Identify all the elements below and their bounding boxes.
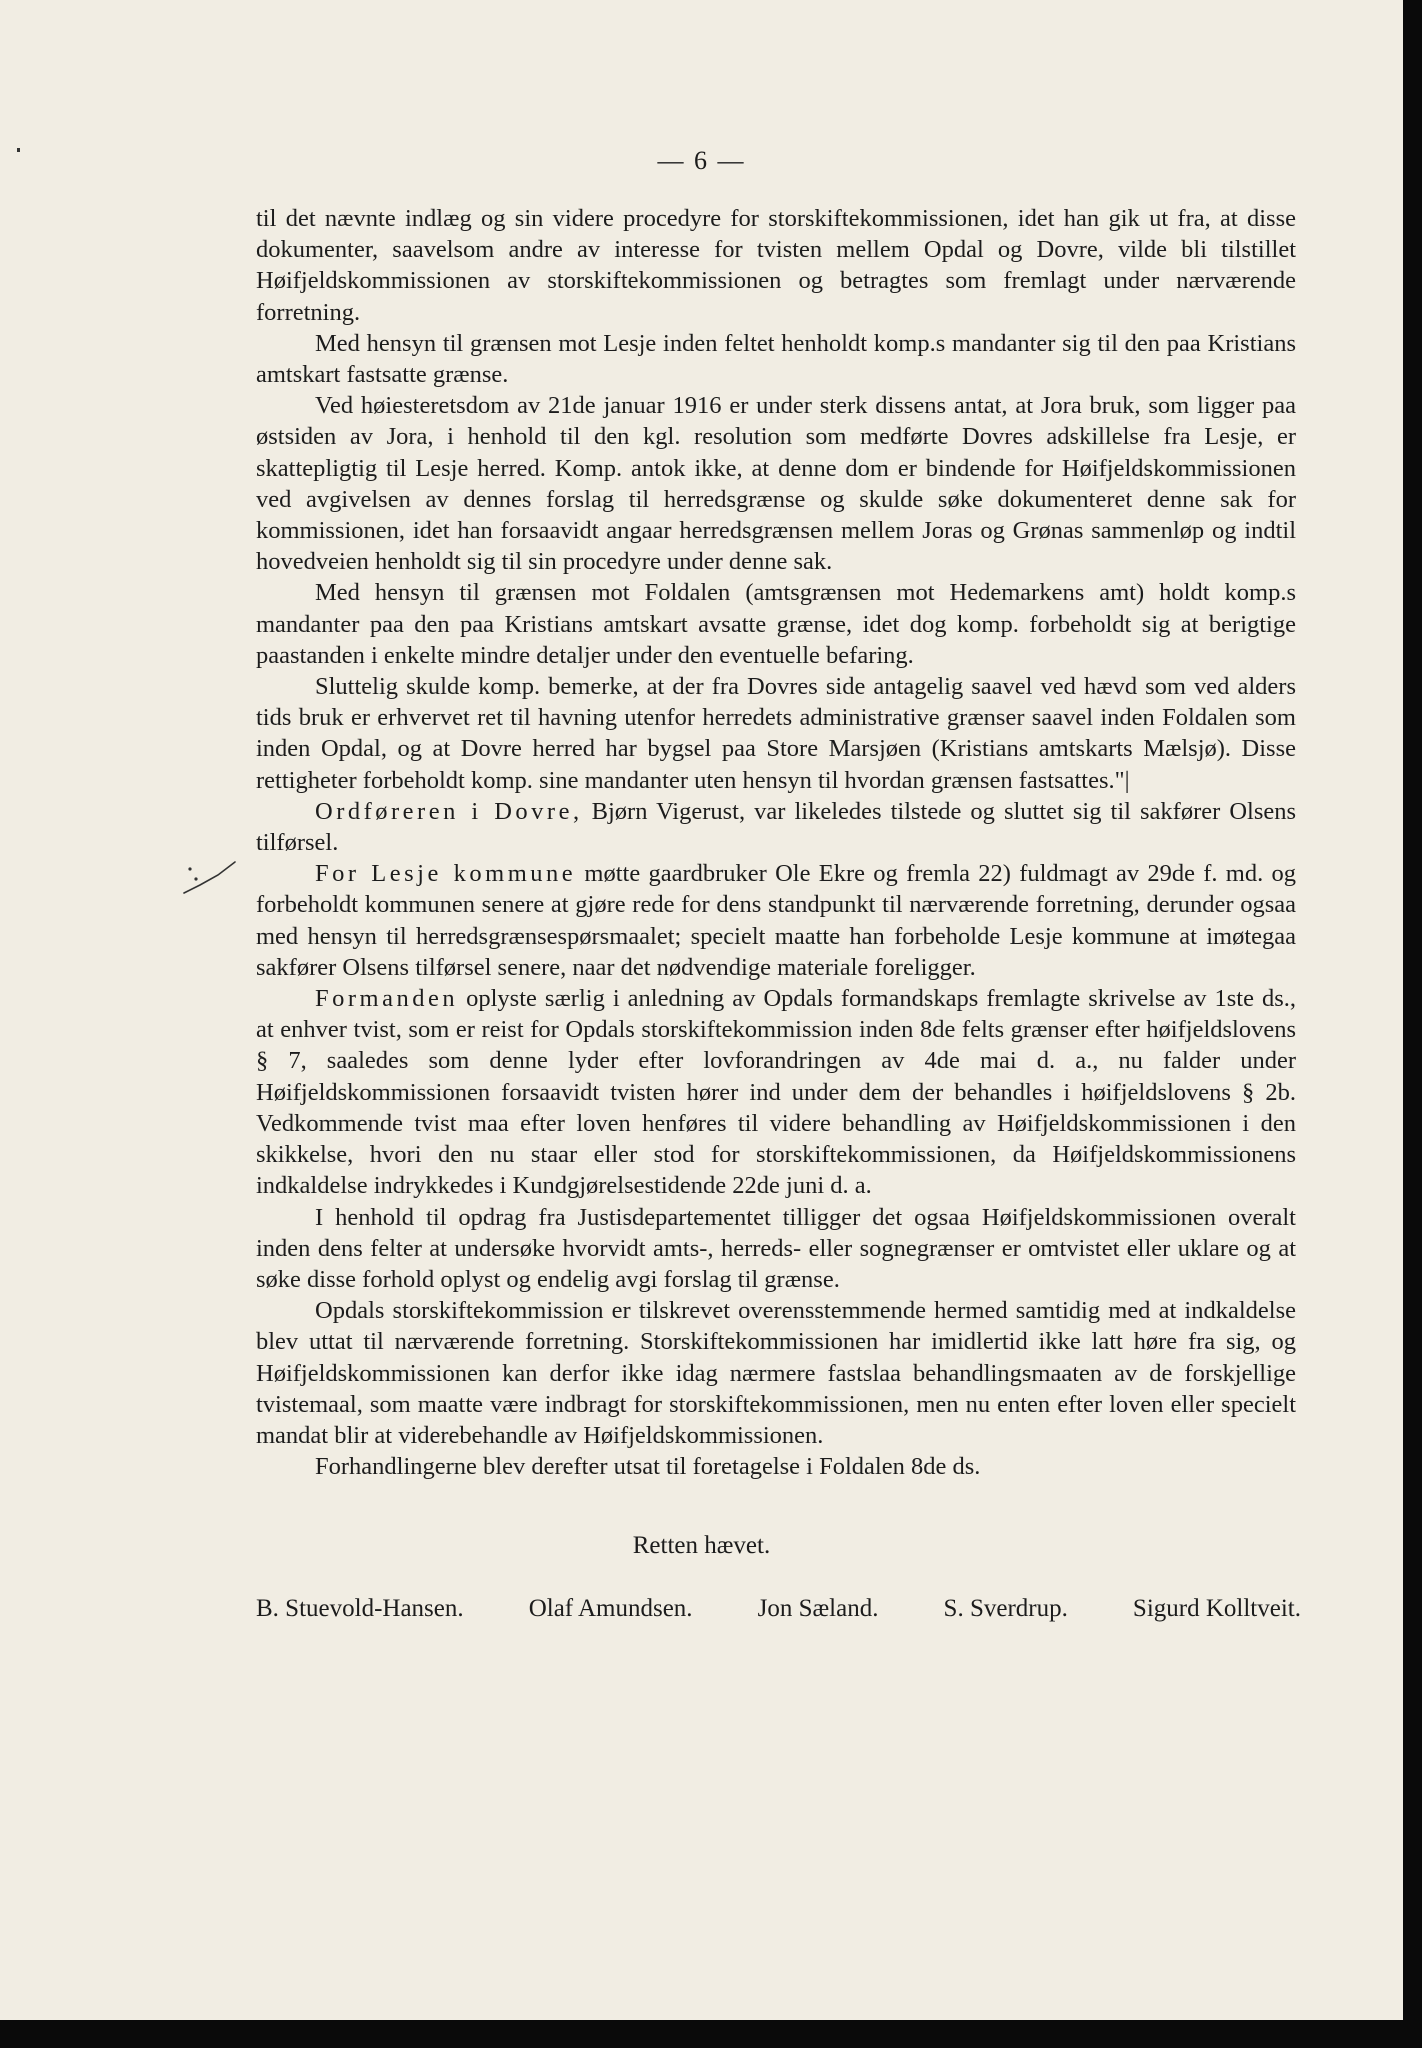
pencil-margin-mark-icon [180,848,240,903]
paragraph-3: Ved høiesteretsdom av 21de januar 1916 er under sterk dissens antat, at Jora bruk, som ligger paa østsiden av Jora, i henhold til den kgl. resolution som medførte Dovres adskillelse fra Lesje, er skattepligtig til Lesje herred. Komp. antok ikke, at denne dom er bindende for Høifjeldskommissionen ved avgivelsen av dennes forslag til herredsgrænse og skulde søke dokumenteret denne sak for kommissionen, idet han forsaavidt angaar herredsgrænsen mellem Joras og Grønas sammenløp og indtil hovedveien henholdt sig til sin procedyre under denne sak. [256,392,1296,576]
paragraph-9: I henhold til opdrag fra Justisdepartementet tilligger det ogsaa Høifjeldskommissionen overalt inden dens felter at undersøke hvorvidt amts-, herreds- eller sognegrænser er omtvistet eller uklare og at søke disse forhold oplyst og endelig avgi forslag til grænse. [256,1203,1296,1293]
signature-2: Olaf Amundsen. [528,1595,693,1622]
spaced-lead-7: For Lesje kommune [315,860,577,888]
signature-4: S. Sverdrup. [943,1595,1068,1622]
paragraph-6-text: Bjørn Vigerust, var likeledes tilstede og sluttet sig til sakfører Olsens tilførsel. [256,797,1297,857]
signature-3: Jon Sæland. [757,1595,879,1622]
signatures [256,1595,1301,1623]
spaced-lead-8: Formanden [315,985,459,1013]
paragraph-10: Opdals storskiftekommission er tilskrevet overensstemmende hermed samtidig med at indkaldelse blev uttat til nærværende forretning. Storskiftekommissionen har imidlertid ikke latt høre fra sig, og Høifjeldskommissionen kan derfor ikke idag nærmere fastslaa behandlingsmaaten av de forskjellige tvistemaal, som maatte være indbragt for storskiftekommissionen, men nu enten efter loven eller specielt mandat blir at viderebehandle av Høifjeldskommissionen. [256,1297,1296,1449]
signature-5: Sigurd Kolltveit. [1132,1595,1301,1622]
body-text [256,203,1296,1482]
paragraph-6 [256,796,1296,858]
paragraph-8 [256,983,1296,1201]
closing-line: Retten hævet. [632,1532,771,1559]
signature-1: B. Stuevold-Hansen. [256,1595,464,1622]
paragraph-8-text: oplyste særlig i anledning av Opdals formandskaps fremlagte skrivelse av 1ste ds., at enhver tvist, som er reist for Opdals storskiftekommission inden 8de felts grænser efter høifjeldslovens § 7, saaledes som denne lyder efter lovforandringen av 4de mai d. a., nu falder under Høifjeldskommissionen forsaavidt tvisten hører ind under dem der behandles i høifjeldslovens § 2b. Vedkommende tvist maa efter loven henføres til videre behandling av Høifjeldskommissionen i den skikkelse, hvori den nu staar eller stod for storskiftekommissionen, da Høifjeldskommissionens indkaldelse indrykkedes i Kundgjørelsestidende 22de juni d. a. [256,985,1297,1200]
page-number: — 6 — [657,146,746,175]
spaced-lead-6: Ordføreren i Dovre, [315,797,583,825]
paragraph-7-text: møtte gaardbruker Ole Ekre og fremla 22) fuldmagt av 29de f. md. og forbeholdt kommunen senere at gjøre rede for dens standpunkt til nærværende forretning, derunder ogsaa med hensyn til herredsgrænsespørsmaalet; specielt maatte han forbeholde Lesje kommune at imøtegaa sakfører Olsens tilførsel senere, naar det nødvendige materiale foreligger. [256,860,1297,981]
paragraph-11: Forhandlingerne blev derefter utsat til foretagelse i Foldalen 8de ds. [315,1453,981,1481]
paragraph-4: Med hensyn til grænsen mot Foldalen (amtsgrænsen mot Hedemarkens amt) holdt komp.s mandanter paa den paa Kristians amtskart avsatte grænse, idet dog komp. forbeholdt sig at berigtige paastanden i enkelte mindre detaljer under den eventuelle befaring. [256,579,1296,669]
paragraph-7 [256,858,1296,983]
paragraph-2: Med hensyn til grænsen mot Lesje inden feltet henholdt komp.s mandanter sig til den paa Kristians amtskart fastsatte grænse. [256,329,1296,389]
paragraph-5: Sluttelig skulde komp. bemerke, at der fra Dovres side antagelig saavel ved hævd som ved alders tids bruk er erhvervet ret til havning utenfor herredets administrative grænser saavel inden Foldalen som inden Opdal, og at Dovre herred har bygsel paa Store Marsjøen (Kristians amtskarts Mælsjø). Disse rettigheter forbeholdt komp. sine mandanter uten hensyn til hvordan grænsen fastsattes."| [256,673,1296,794]
paragraph-1: til det nævnte indlæg og sin videre procedyre for storskiftekommissionen, idet han gik ut fra, at disse dokumenter, saavelsom andre av interesse for tvisten mellem Opdal og Dovre, vilde bli tilstillet Høifjeldskommissionen av storskiftekommissionen og betragtes som fremlagt under nærværende forretning. [256,205,1296,326]
